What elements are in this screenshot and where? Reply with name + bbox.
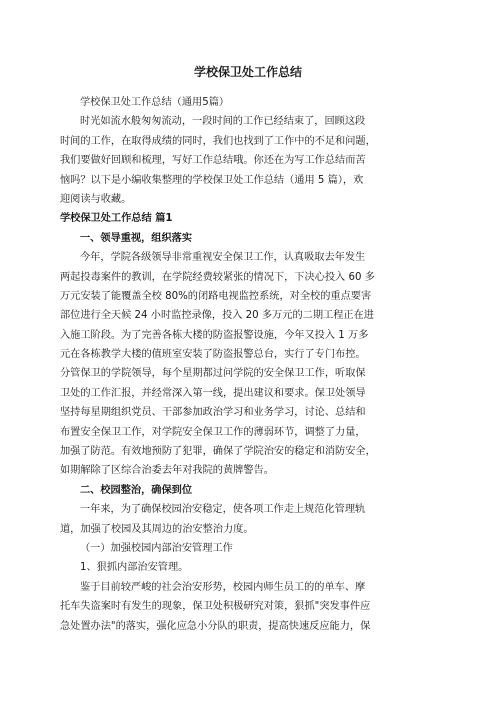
paragraph-line: 迎阅读与收藏。 bbox=[60, 193, 132, 205]
paragraph-line: 我们要做好回顾和梳理，写好工作总结哦。你还在为写工作总结而苦 bbox=[60, 155, 366, 167]
paragraph-line: 如期解除了区综合治委去年对我院的黄牌警告。 bbox=[60, 465, 274, 477]
section-heading-line: 一、领导重视，组织落实 bbox=[80, 232, 193, 244]
section-heading-line: 学校保卫处工作总结 篇1 bbox=[60, 213, 173, 225]
section-heading-line: 二、校园整治，确保到位 bbox=[80, 484, 193, 496]
paragraph-line: 入施工阶段。为了完善各栋大楼的防盗报警设施，今年又投入 1 万多 bbox=[60, 329, 369, 341]
paragraph-line: 元在各栋教学大楼的值班室安装了防盗报警总台，实行了专门布控。 bbox=[60, 349, 366, 361]
paragraph-line: 卫处的工作汇报，并经常深入第一线，提出建议和要求。保卫处领导 bbox=[60, 387, 366, 399]
paragraph-line: 一年来，为了确保校园治安稳定，使各项工作走上规范化管理轨 bbox=[80, 504, 366, 516]
paragraph-line: 时光如流水般匆匆流动，一段时间的工作已经结束了，回顾这段 bbox=[80, 116, 366, 128]
paragraph-line: （一）加强校园内部治安管理工作 bbox=[80, 542, 233, 554]
paragraph-line: 恼吗？以下是小编收集整理的学校保卫处工作总结（通用 5 篇），欢 bbox=[60, 174, 364, 186]
paragraph-line: 部位进行全天候 24 小时监控录像，投入 20 多万元的二期工程正在进 bbox=[60, 310, 374, 322]
paragraph-line: 托车失盗案时有发生的现象，保卫处积极研究对策，狠抓"突发事件应 bbox=[60, 601, 371, 613]
paragraph-line: 布置安全保卫工作，对学院安全保卫工作的薄弱环节，调整了力量， bbox=[60, 426, 366, 438]
document-body bbox=[60, 93, 440, 636]
paragraph-line: 学校保卫处工作总结（通用5篇） bbox=[80, 97, 230, 108]
paragraph-line: 万元安装了能覆盖全校 80%的闭路电视监控系统，对全校的重点要害 bbox=[60, 290, 372, 302]
paragraph-line: 今年，学院各级领导非常重视安全保卫工作，认真吸取去年发生 bbox=[80, 252, 366, 264]
paragraph-line: 分管保卫的学院领导，每个星期都过问学院的安全保卫工作，听取保 bbox=[60, 368, 366, 380]
paragraph-line: 加强了防范。有效地预防了犯罪，确保了学院治安的稳定和消防安全， bbox=[60, 446, 376, 458]
paragraph-line: 时间的工作，在取得成绩的同时，我们也找到了工作中的不足和问题， bbox=[60, 135, 376, 147]
paragraph-line: 1、狠抓内部治安管理。 bbox=[80, 562, 189, 574]
paragraph-line: 道，加强了校园及其周边的治安整治力度。 bbox=[60, 523, 254, 535]
paragraph-line: 坚持每星期组织党员、干部参加政治学习和业务学习，讨论、总结和 bbox=[60, 407, 366, 419]
document-title: 学校保卫处工作总结 bbox=[193, 65, 302, 79]
paragraph-line: 鉴于目前较严峻的社会治安形势，校园内师生员工的的单车、摩 bbox=[80, 581, 366, 593]
paragraph-line: 急处置办法"的落实，强化应急小分队的职责，提高快速反应能力，保 bbox=[60, 620, 371, 632]
paragraph-line: 两起投毒案件的教训，在学院经费较紧张的情况下，下决心投入 60 多 bbox=[60, 271, 375, 283]
